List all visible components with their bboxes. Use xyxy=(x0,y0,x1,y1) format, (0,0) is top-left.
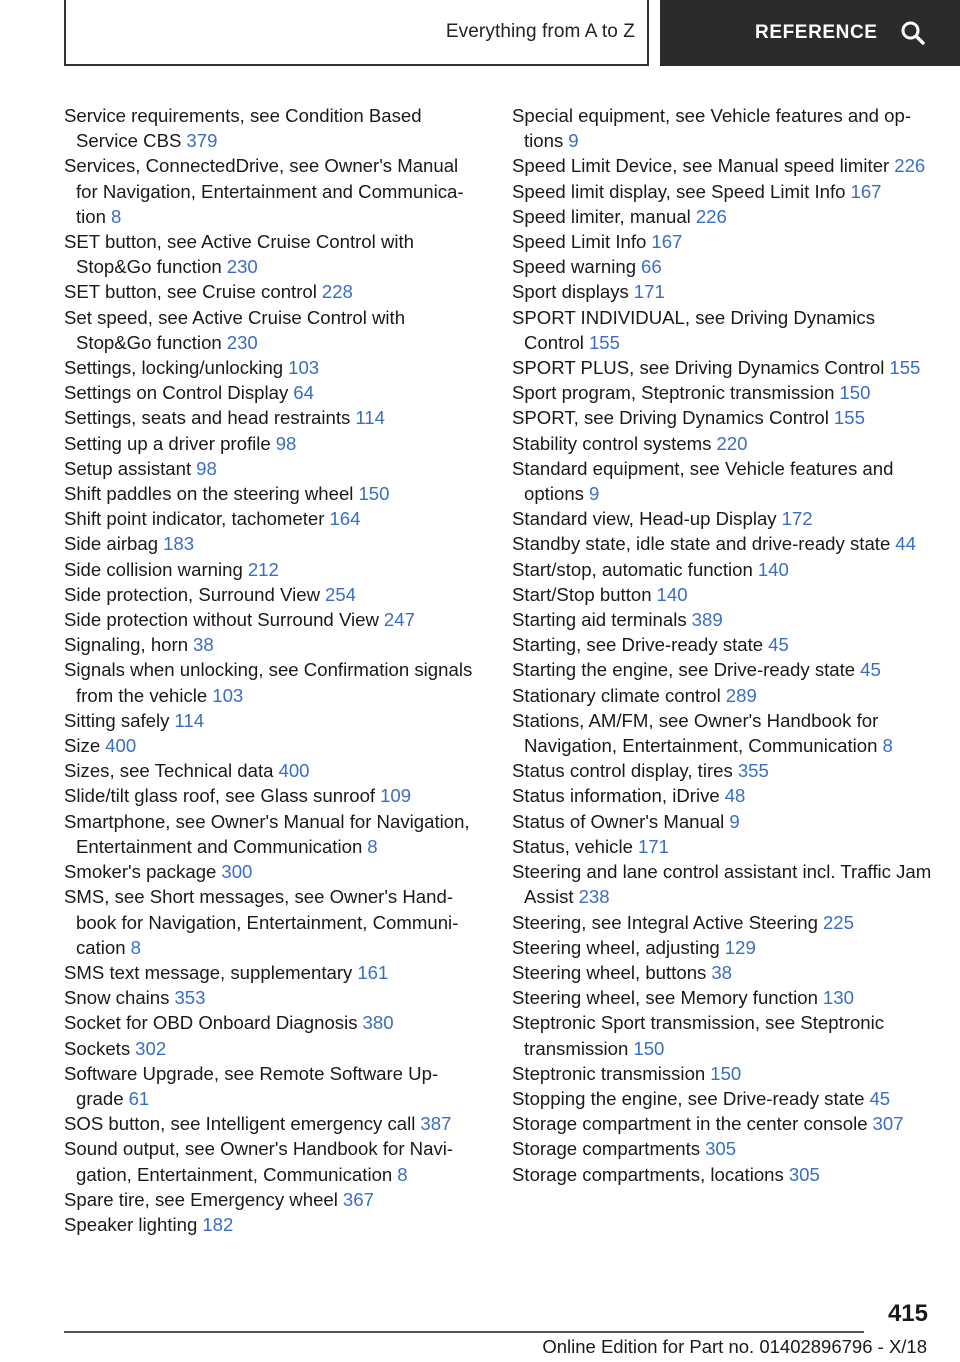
index-entry-term: Start/stop, automatic function xyxy=(512,558,753,580)
index-entry xyxy=(512,153,932,178)
page-reference-link[interactable]: 9 xyxy=(568,130,579,152)
index-entry-term: Settings, seats and head restraints xyxy=(64,407,351,429)
index-entry-term: Services, ConnectedDrive, see Owner's Manual for Navigation, Entertainment and Communication xyxy=(64,155,464,227)
page-reference-link[interactable]: 8 xyxy=(397,1163,408,1185)
page-reference-link[interactable]: 212 xyxy=(247,558,279,580)
index-entry xyxy=(512,1162,932,1187)
page-reference-link[interactable]: 307 xyxy=(872,1113,904,1135)
page-reference-link[interactable]: 400 xyxy=(278,760,310,782)
index-entry-term: Slide/tilt glass roof, see Glass sunroof xyxy=(64,785,376,807)
page-reference-link[interactable]: 225 xyxy=(822,911,854,933)
index-entry xyxy=(512,783,932,808)
index-entry-term: Steering wheel, see Memory function xyxy=(512,987,818,1009)
page-reference-link[interactable]: 150 xyxy=(710,1062,742,1084)
page-reference-link[interactable]: 48 xyxy=(724,785,746,807)
index-entry-term: Speed Limit Device, see Manual speed limiter xyxy=(512,155,890,177)
page-reference-link[interactable]: 220 xyxy=(716,432,748,454)
page-reference-link[interactable]: 109 xyxy=(380,785,412,807)
index-entry-term: Speed Limit Info xyxy=(512,231,647,253)
index-entry-term: Storage compartment in the center console xyxy=(512,1113,868,1135)
page-reference-link[interactable]: 150 xyxy=(633,1037,665,1059)
index-entry-term: SMS, see Short messages, see Owner's Handbook for Navigation, Entertainment, Communication xyxy=(64,886,459,958)
index-entry-term: SPORT PLUS, see Driving Dynamics Control xyxy=(512,357,885,379)
index-column-left xyxy=(64,103,484,1237)
section-title: Everything from A to Z xyxy=(445,21,635,42)
index-entry-term: Special equipment, see Vehicle features and options xyxy=(512,105,912,152)
index-entry xyxy=(512,103,932,153)
index-entry xyxy=(512,582,932,607)
index-entry xyxy=(512,1111,932,1136)
page-reference-link[interactable]: 228 xyxy=(321,281,353,303)
page-reference-link[interactable]: 9 xyxy=(729,810,740,832)
index-entry xyxy=(64,153,484,229)
page-reference-link[interactable]: 230 xyxy=(226,256,258,278)
index-entry-term: Steptronic Sport transmission, see Steptronic transmission xyxy=(512,1012,885,1059)
index-entry xyxy=(512,607,932,632)
index-entry-term: Socket for OBD Onboard Diagnosis xyxy=(64,1012,358,1034)
page-reference-link[interactable]: 167 xyxy=(651,231,683,253)
page-reference-link[interactable]: 64 xyxy=(293,382,314,404)
search-icon xyxy=(900,20,926,46)
index-entry xyxy=(64,1010,484,1035)
page-reference-link[interactable]: 305 xyxy=(788,1163,820,1185)
page-reference-link[interactable]: 305 xyxy=(705,1138,737,1160)
index-entry xyxy=(512,179,932,204)
index-entry-term: Sitting safely xyxy=(64,709,170,731)
index-entry-term: Setting up a driver profile xyxy=(64,432,271,454)
index-entry-term: Set speed, see Active Cruise Control with Stop&Go function xyxy=(64,306,406,353)
index-entry xyxy=(64,607,484,632)
index-entry xyxy=(512,456,932,506)
page-reference-link[interactable]: 150 xyxy=(839,382,871,404)
index-entry-term: Software Upgrade, see Remote Software Upgrade xyxy=(64,1062,439,1109)
index-entry xyxy=(64,884,484,960)
index-entry xyxy=(512,632,932,657)
index-entry xyxy=(64,405,484,430)
page-reference-link[interactable]: 45 xyxy=(768,634,789,656)
page-reference-link[interactable]: 380 xyxy=(362,1012,394,1034)
index-entry-term: Signals when unlocking, see Confirmation signals from the vehicle xyxy=(64,659,473,706)
index-entry-term: Standby state, idle state and drive-ready state xyxy=(512,533,891,555)
index-entry xyxy=(512,1136,932,1161)
index-entry-term: SET button, see Active Cruise Control with Stop&Go function xyxy=(64,231,415,278)
index-entry-term: Steering wheel, adjusting xyxy=(512,936,720,958)
index-entry-term: Status control display, tires xyxy=(512,760,733,782)
index-entry-term: Side collision warning xyxy=(64,558,243,580)
footer-divider xyxy=(64,1331,864,1333)
index-entry-term: Setup assistant xyxy=(64,457,192,479)
index-entry-term: Storage compartments, locations xyxy=(512,1163,784,1185)
index-entry xyxy=(64,355,484,380)
index-entry xyxy=(512,557,932,582)
index-entry xyxy=(64,531,484,556)
page-reference-link[interactable]: 389 xyxy=(691,609,723,631)
index-entry xyxy=(512,708,932,758)
page-reference-link[interactable]: 367 xyxy=(342,1188,374,1210)
index-entry xyxy=(64,1187,484,1212)
footer-edition: Online Edition for Part no. 01402896796 - X/18 xyxy=(542,1336,927,1357)
index-entry-term: Stationary climate control xyxy=(512,684,721,706)
index-entry-term: Sockets xyxy=(64,1037,131,1059)
index-entry-term: Signaling, horn xyxy=(64,634,189,656)
page-reference-link[interactable]: 45 xyxy=(869,1087,891,1109)
page-reference-link[interactable]: 300 xyxy=(221,861,253,883)
index-entry-term: Steering and lane control assistant incl. Traffic Jam Assist xyxy=(512,861,932,908)
index-entry xyxy=(512,960,932,985)
index-entry xyxy=(64,783,484,808)
page-reference-link[interactable]: 247 xyxy=(383,609,415,631)
index-entry xyxy=(512,1086,932,1111)
page-reference-link[interactable]: 379 xyxy=(186,130,218,152)
index-entry-term: Storage compartments xyxy=(512,1138,701,1160)
index-entry xyxy=(512,531,932,556)
index-entry-term: Speed limit display, see Speed Limit Info xyxy=(512,180,846,202)
index-entry-term: Speed limiter, manual xyxy=(512,205,691,227)
index-entry xyxy=(512,204,932,229)
index-entry xyxy=(512,758,932,783)
page-reference-link[interactable]: 155 xyxy=(889,357,921,379)
page-reference-link[interactable]: 155 xyxy=(833,407,865,429)
page-reference-link[interactable]: 387 xyxy=(420,1113,452,1135)
index-entry xyxy=(64,305,484,355)
index-entry xyxy=(512,683,932,708)
page-reference-link[interactable]: 8 xyxy=(882,735,893,757)
index-entry xyxy=(512,1061,932,1086)
index-entry xyxy=(512,834,932,859)
index-entry xyxy=(64,1136,484,1186)
page-reference-link[interactable]: 129 xyxy=(724,936,756,958)
index-entry-term: Smoker's package xyxy=(64,861,217,883)
page-reference-link[interactable]: 171 xyxy=(637,835,669,857)
reference-tab[interactable] xyxy=(660,0,960,66)
index-entry-term: Starting the engine, see Drive-ready state xyxy=(512,659,856,681)
page-reference-link[interactable]: 103 xyxy=(288,357,320,379)
page-reference-link[interactable]: 167 xyxy=(850,180,882,202)
index-entry-term: Service requirements, see Condition Based Service CBS xyxy=(64,105,422,152)
index-entry-term: Shift point indicator, tachometer xyxy=(64,508,325,530)
index-entry-term: Sport displays xyxy=(512,281,629,303)
index-entry-term: Side protection, Surround View xyxy=(64,583,320,605)
page-reference-link[interactable]: 61 xyxy=(128,1087,150,1109)
index-entry xyxy=(512,1010,932,1060)
page-reference-link[interactable]: 38 xyxy=(193,634,214,656)
index-entry-term: Settings, locking/unlocking xyxy=(64,357,284,379)
index-entry-term: Speed warning xyxy=(512,256,637,278)
index-entry xyxy=(64,733,484,758)
index-entry xyxy=(64,431,484,456)
index-entry xyxy=(64,708,484,733)
index-entry-term: Sound output, see Owner's Handbook for Navigation, Entertainment, Communication xyxy=(64,1138,454,1185)
index-entry xyxy=(64,481,484,506)
index-entry-term: Steering, see Integral Active Steering xyxy=(512,911,818,933)
page-reference-link[interactable]: 226 xyxy=(695,205,727,227)
index-entry xyxy=(512,809,932,834)
index-entry xyxy=(64,1036,484,1061)
page-reference-link[interactable]: 8 xyxy=(110,205,122,227)
index-entry-term: Starting, see Drive-ready state xyxy=(512,634,764,656)
index-entry-term: Status of Owner's Manual xyxy=(512,810,725,832)
index-entry-term: Spare tire, see Emergency wheel xyxy=(64,1188,338,1210)
page-reference-link[interactable]: 355 xyxy=(737,760,769,782)
index-entry-term: Sport program, Steptronic transmission xyxy=(512,382,835,404)
index-entry xyxy=(64,809,484,859)
page-reference-link[interactable]: 302 xyxy=(135,1037,167,1059)
index-entry-term: Size xyxy=(64,735,101,757)
index-entry-term: Side airbag xyxy=(64,533,159,555)
index-entry xyxy=(64,456,484,481)
page-reference-link[interactable]: 172 xyxy=(781,508,813,530)
index-entry-term: Snow chains xyxy=(64,987,170,1009)
page-reference-link[interactable]: 130 xyxy=(822,987,854,1009)
page-reference-link[interactable]: 161 xyxy=(357,961,389,983)
index-entry-term: Start/Stop button xyxy=(512,583,652,605)
page-reference-link[interactable]: 353 xyxy=(174,987,206,1009)
page-reference-link[interactable]: 114 xyxy=(174,709,205,731)
index-entry-term: Sizes, see Technical data xyxy=(64,760,274,782)
index-entry-term: Settings on Control Display xyxy=(64,382,289,404)
index-entry xyxy=(64,1111,484,1136)
index-entry xyxy=(64,582,484,607)
index-entry xyxy=(512,657,932,682)
page-reference-link[interactable]: 8 xyxy=(367,835,378,857)
index-entry xyxy=(512,405,932,430)
index-entry xyxy=(512,254,932,279)
page-reference-link[interactable]: 183 xyxy=(163,533,195,555)
page-reference-link[interactable]: 400 xyxy=(105,735,137,757)
index-entry-term: SMS text message, supplementary xyxy=(64,961,353,983)
page-reference-link[interactable]: 226 xyxy=(894,155,926,177)
page-reference-link[interactable]: 103 xyxy=(212,684,244,706)
index-entry xyxy=(512,305,932,355)
index-entry-term: Speaker lighting xyxy=(64,1213,198,1235)
index-entry xyxy=(64,1212,484,1237)
index-entry xyxy=(64,557,484,582)
index-entry xyxy=(512,229,932,254)
page-reference-link[interactable]: 38 xyxy=(711,961,733,983)
index-entry xyxy=(64,1061,484,1111)
index-entry xyxy=(64,657,484,707)
index-entry-term: Standard equipment, see Vehicle features and options xyxy=(512,457,894,505)
page-reference-link[interactable]: 155 xyxy=(588,331,620,353)
index-entry-term: Stopping the engine, see Drive-ready state xyxy=(512,1087,865,1109)
index-entry-term: Side protection without Surround View xyxy=(64,609,379,631)
index-entry xyxy=(64,506,484,531)
page-reference-link[interactable]: 171 xyxy=(633,281,665,303)
index-entry xyxy=(64,632,484,657)
index-entry xyxy=(64,758,484,783)
index-entry-term: Stability control systems xyxy=(512,432,712,454)
index-entry-term: Steptronic transmission xyxy=(512,1062,706,1084)
index-entry xyxy=(512,380,932,405)
index-entry xyxy=(512,859,932,909)
page-reference-link[interactable]: 238 xyxy=(578,886,610,908)
index-entry-term: Stations, AM/FM, see Owner's Handbook for Navigation, Entertainment, Communication xyxy=(512,709,879,757)
page-reference-link[interactable]: 254 xyxy=(325,583,357,605)
index-entry-term: Status, vehicle xyxy=(512,835,633,857)
index-entry-term: SOS button, see Intelligent emergency call xyxy=(64,1113,416,1135)
index-entry-term: Shift paddles on the steering wheel xyxy=(64,483,354,505)
page-reference-link[interactable]: 98 xyxy=(275,432,297,454)
index-entry xyxy=(64,380,484,405)
index-column-right xyxy=(512,103,932,1187)
index-entry xyxy=(64,859,484,884)
index-entry xyxy=(512,985,932,1010)
index-entry xyxy=(64,960,484,985)
index-entry-term: SPORT, see Driving Dynamics Control xyxy=(512,407,829,429)
page-reference-link[interactable]: 44 xyxy=(895,533,916,555)
page-reference-link[interactable]: 140 xyxy=(656,583,688,605)
page-reference-link[interactable]: 150 xyxy=(358,483,390,505)
page-reference-link[interactable]: 9 xyxy=(588,483,600,505)
index-entry-term: Standard view, Head-up Display xyxy=(512,508,777,530)
page-reference-link[interactable]: 114 xyxy=(355,407,385,429)
page-reference-link[interactable]: 98 xyxy=(196,457,217,479)
reference-tab-label: REFERENCE xyxy=(755,22,878,43)
page-reference-link[interactable]: 140 xyxy=(757,558,789,580)
page-reference-link[interactable]: 289 xyxy=(725,684,757,706)
page-reference-link[interactable]: 230 xyxy=(226,331,258,353)
index-entry-term: Status information, iDrive xyxy=(512,785,720,807)
index-entry-term: SPORT INDIVIDUAL, see Driving Dynamics Control xyxy=(512,306,876,353)
index-entry-term: Smartphone, see Owner's Manual for Navigation, Entertainment and Communication xyxy=(64,810,470,857)
page-number: 415 xyxy=(887,1300,928,1327)
page-reference-link[interactable]: 164 xyxy=(329,508,361,530)
index-entry xyxy=(64,103,484,153)
page-reference-link[interactable]: 8 xyxy=(130,936,141,958)
index-entry xyxy=(512,910,932,935)
section-header xyxy=(64,0,649,66)
index-entry xyxy=(512,935,932,960)
page-reference-link[interactable]: 182 xyxy=(202,1213,234,1235)
index-entry xyxy=(64,229,484,279)
index-entry xyxy=(512,279,932,304)
index-entry xyxy=(64,985,484,1010)
index-entry xyxy=(64,279,484,304)
page-reference-link[interactable]: 66 xyxy=(641,256,662,278)
index-entry-term: Starting aid terminals xyxy=(512,609,687,631)
index-entry-term: Steering wheel, buttons xyxy=(512,961,707,983)
index-entry xyxy=(512,431,932,456)
page-reference-link[interactable]: 45 xyxy=(860,659,881,681)
index-entry xyxy=(512,506,932,531)
index-entry-term: SET button, see Cruise control xyxy=(64,281,317,303)
index-entry xyxy=(512,355,932,380)
